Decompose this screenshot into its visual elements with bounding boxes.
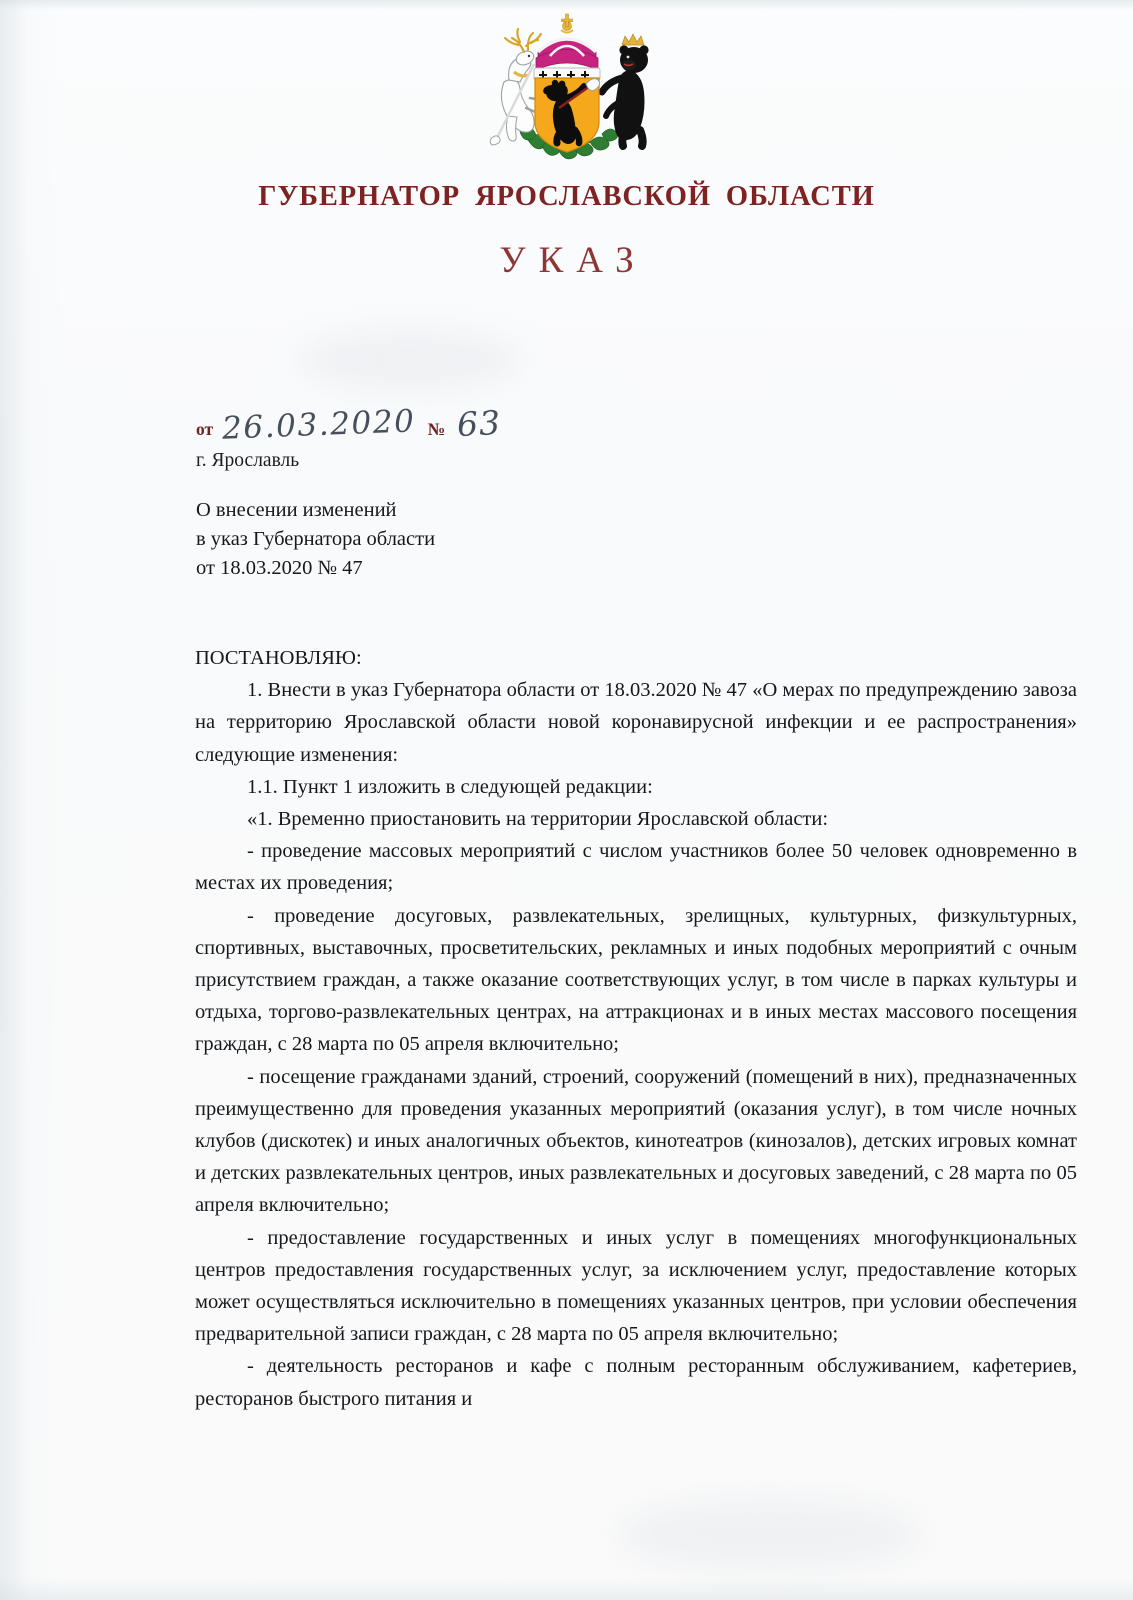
subject-line-2: в указ Губернатора области: [196, 528, 436, 550]
body-paragraph-1: 1. Внести в указ Губернатора области от 18.03.2020 № 47 «О мерах по предупреждению завоза на территорию Ярославской области новой коронавирусной инфекции и ее распространения» следующие изменения:: [195, 679, 1077, 766]
subject-line-1: О внесении изменений: [196, 499, 397, 521]
emblem-container: [0, 12, 1133, 170]
subject-block: [196, 496, 435, 583]
scan-edge-shadow-top: [0, 0, 1133, 10]
body-paragraph-4: - проведение массовых мероприятий с числом участников более 50 человек одновременно в местах их проведения;: [195, 840, 1077, 895]
body-paragraph-3: «1. Временно приостановить на территории Ярославской области:: [247, 808, 829, 831]
from-label: от: [196, 419, 214, 439]
body-paragraph-5: - проведение досуговых, развлекательных, зрелищных, культурных, физкультурных, спортивных, выставочных, просветительских, рекламных и иных подобных мероприятий с очным присутствием граждан, а также оказание соответствующих услуг, в том числе в парках культуры и отдыха, торгово-развлекательных центрах, на аттракционах и в иных местах массового посещения граждан, с 28 марта по 05 апреля включительно;: [195, 904, 1077, 1056]
body-paragraph-2: 1.1. Пункт 1 изложить в следующей редакции:: [247, 775, 653, 798]
city-label: г. Ярославль: [196, 450, 300, 471]
organization-title: ГУБЕРНАТОР ЯРОСЛАВСКОЙ ОБЛАСТИ: [258, 181, 875, 212]
document-type-title: УКАЗ: [499, 240, 647, 281]
coat-of-arms-icon: [462, 12, 672, 170]
document-body: [195, 642, 1077, 1415]
imperial-crown-icon: [534, 14, 600, 80]
handwritten-date: 26.03.2020: [221, 403, 417, 447]
scan-artifact: [620, 1500, 920, 1570]
body-paragraph-8: - деятельность ресторанов и кафе с полным ресторанным обслуживанием, кафетериев, ресторанов быстрого питания и: [195, 1355, 1077, 1410]
scan-artifact: [300, 330, 520, 390]
body-paragraph-6: - посещение гражданами зданий, строений, сооружений (помещений в них), предназначенных преимущественно для проведения указанных мероприятий (оказания услуг), в том числе ночных клубов (дискотек) и иных аналогичных объектов, кинотеатров (кинозалов), детских игровых комнат и детских развлекательных центров, иных развлекательных и досуговых заведений, с 28 марта по 05 апреля включительно;: [195, 1065, 1077, 1217]
scan-edge-shadow-bottom: [0, 1578, 1133, 1600]
decree-keyword: ПОСТАНОВЛЯЮ:: [195, 647, 362, 669]
shield: [535, 78, 600, 152]
registration-line: [196, 402, 509, 447]
body-paragraph-7: - предоставление государственных и иных услуг в помещениях многофункциональных центров предоставления государственных услуг, за исключением услуг, предоставление которых может осуществляться исключительно в помещениях указанных центров, при условии обеспечения предварительной записи граждан, с 28 марта по 05 апреля включительно;: [195, 1226, 1077, 1346]
subject-line-3: от 18.03.2020 № 47: [196, 557, 363, 579]
number-label: №: [427, 419, 446, 439]
handwritten-number: 63: [456, 402, 503, 445]
